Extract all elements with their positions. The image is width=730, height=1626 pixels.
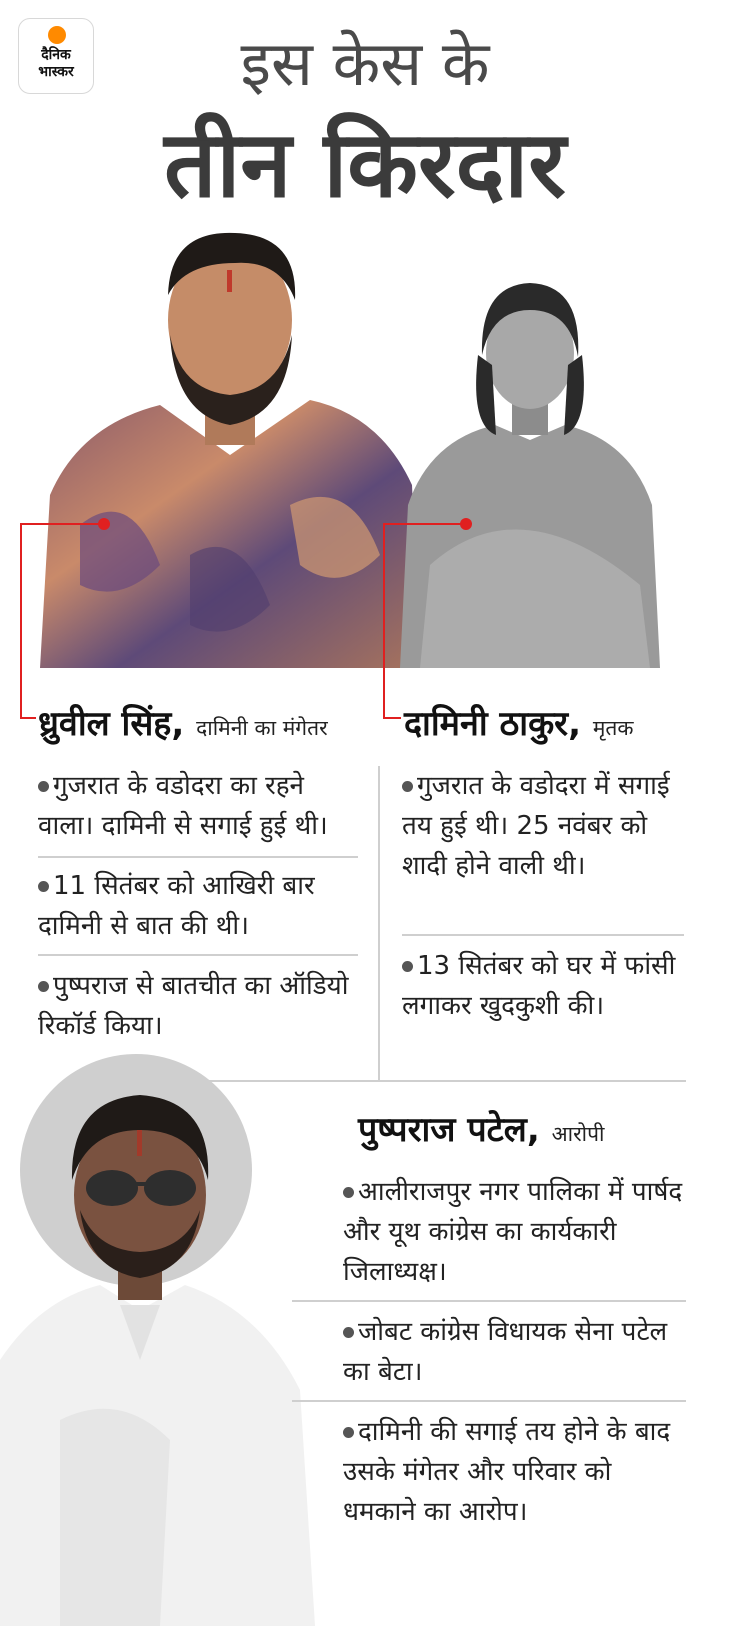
person-name-row [404, 702, 634, 750]
list-item: जोबट कांग्रेस विधायक सेना पटेल का बेटा। [343, 1317, 668, 1387]
bullet-icon [343, 1187, 354, 1198]
bullet-icon [38, 781, 49, 792]
divider [292, 1400, 686, 1402]
brand-line-2: भास्कर [38, 64, 74, 80]
bullet-icon [343, 1427, 354, 1438]
person-name: पुष्पराज पटेल, [358, 1110, 540, 1150]
bullet-icon [38, 981, 49, 992]
leader-dot [460, 518, 472, 530]
divider [38, 856, 358, 858]
photo-fiance [40, 225, 420, 668]
leader-line [20, 717, 36, 719]
title-line-2: तीन किरदार [164, 111, 566, 218]
divider [292, 1300, 686, 1302]
list-item: आलीराजपुर नगर पालिका में पार्षद और यूथ कांग्रेस का कार्यकारी जिलाध्यक्ष। [343, 1177, 683, 1287]
person-name: ध्रुवील सिंह, [38, 704, 185, 744]
divider [402, 934, 684, 936]
leader-dot [98, 518, 110, 530]
leader-line [20, 523, 22, 719]
bullet-icon [38, 881, 49, 892]
list-item: गुजरात के वडोदरा में सगाई तय हुई थी। 25 नवंबर को शादी होने वाली थी। [402, 771, 670, 881]
photo-deceased [400, 265, 660, 668]
person-role: आरोपी [551, 1122, 605, 1146]
leader-line [20, 523, 104, 525]
bullet-icon [402, 781, 413, 792]
brand-line-1: दैनिक [41, 47, 71, 63]
leader-line [383, 523, 467, 525]
list-item: दामिनी की सगाई तय होने के बाद उसके मंगेतर और परिवार को धमकाने का आरोप। [343, 1417, 671, 1527]
list-item: 13 सितंबर को घर में फांसी लगाकर खुदकुशी की। [402, 951, 676, 1021]
person-role: दामिनी का मंगेतर [196, 716, 328, 740]
leader-line [383, 717, 401, 719]
person-name: दामिनी ठाकुर, [404, 704, 582, 744]
list-item: गुजरात के वडोदरा का रहने वाला। दामिनी से सगाई हुई थी। [38, 771, 328, 841]
bullet-icon [343, 1327, 354, 1338]
divider [38, 954, 358, 956]
title-line-1: इस केस के [240, 27, 490, 100]
bullet-icon [402, 961, 413, 972]
photo-accused [0, 1060, 320, 1626]
person-name-row [358, 1108, 604, 1156]
column-divider [378, 766, 380, 1080]
person-role: मृतक [592, 716, 634, 740]
list-item: 11 सितंबर को आखिरी बार दामिनी से बात की थी। [38, 871, 315, 941]
leader-line [383, 523, 385, 719]
person-name-row [38, 702, 328, 750]
list-item: पुष्पराज से बातचीत का ऑडियो रिकॉर्ड किया। [38, 971, 349, 1041]
